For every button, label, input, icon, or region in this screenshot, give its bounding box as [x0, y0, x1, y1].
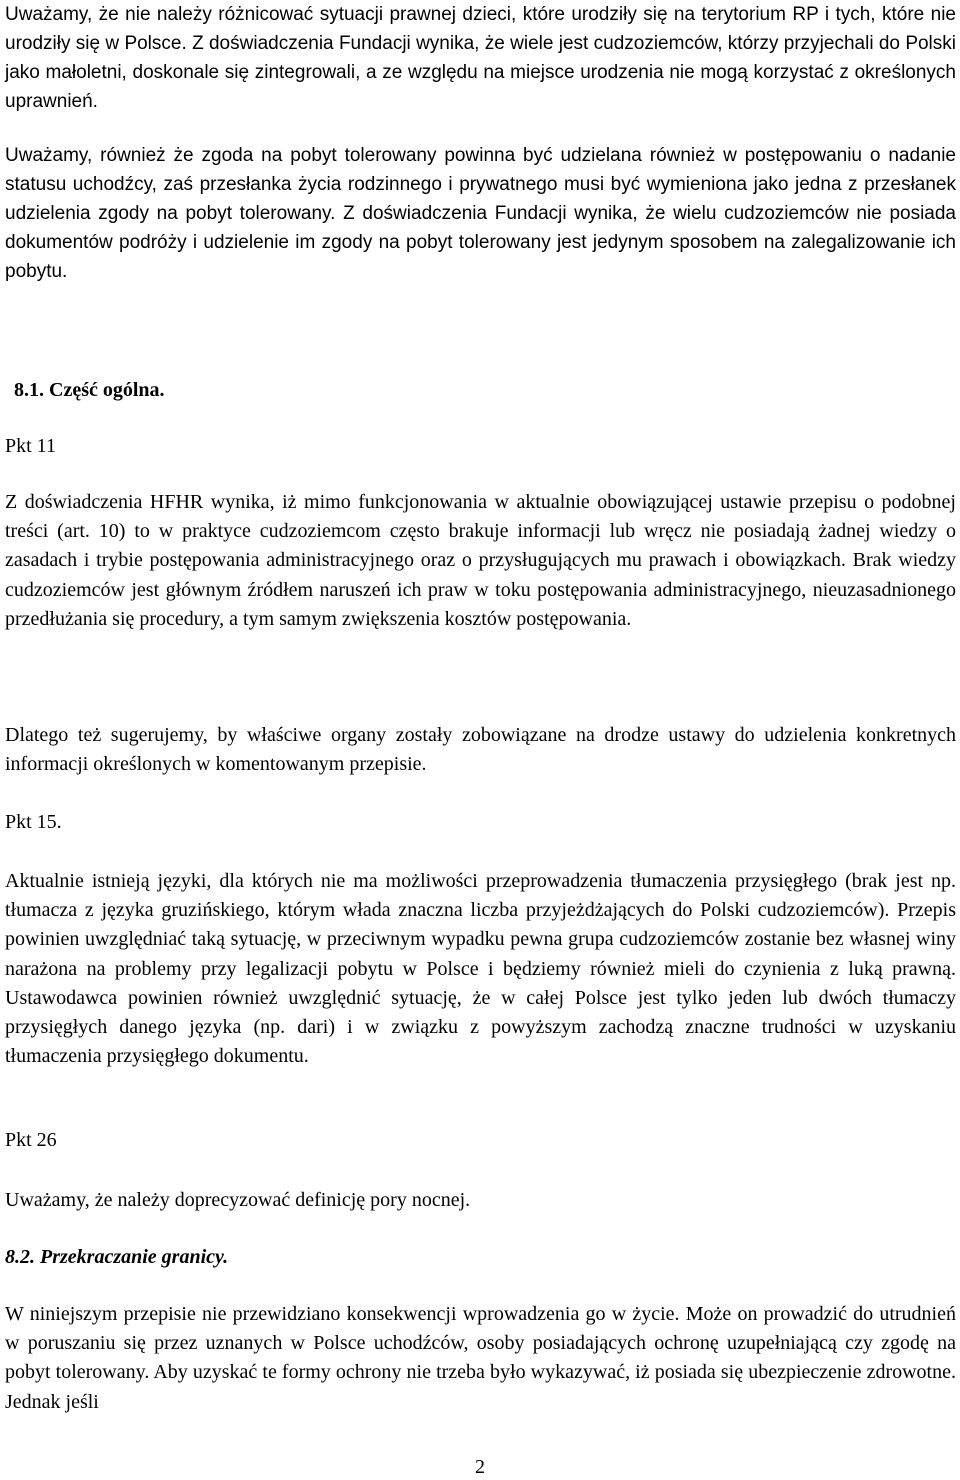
point-label-11: Pkt 11	[5, 435, 56, 457]
paragraph-tolerated-stay: Uważamy, również że zgoda na pobyt tolerowany powinna być udzielana również w postępowaniu o nadanie statusu uchodźcy, zaś przesłanka życia rodzinnego i prywatnego musi być wymieniona jako jedna z przesłanek udzielenia zgody na pobyt tolerowany. Z doświadczenia Fundacji wynika, że wielu cudzoziemców nie posiada dokumentów podróży i udzielenie im zgody na pobyt tolerowany jest jedynym sposobem na zalegalizowanie ich pobytu.	[5, 145, 956, 282]
paragraph-sworn-translation: Aktualnie istnieją języki, dla których nie ma możliwości przeprowadzenia tłumaczenia przysięgłego (brak jest np. tłumacza z języka gruzińskiego, którym włada znaczna liczba przyjeżdżających do Polski cudzoziemców). Przepis powinien uwzględniać taką sytuację, w przeciwnym wypadku pewna grupa cudzoziemców zostanie bez własnej winy narażona na problemy przy legalizacji pobytu w Polsce i będziemy również mieli do czynienia z luką prawną. Ustawodawca powinien również uwzględnić sytuację, że w całej Polsce jest tylko jeden lub dwóch tłumaczy przysięgłych danego języka (np. dari) i w związku z powyższym zachodzą znaczne trudności w uzyskaniu tłumaczenia przysięgłego dokumentu.	[5, 870, 956, 1068]
paragraph-night-time: Uważamy, że należy doprecyzować definicję pory nocnej.	[5, 1189, 471, 1211]
paragraph-children-rights: Uważamy, że nie należy różnicować sytuacji prawnej dzieci, które urodziły się na terytorium RP i tych, które nie urodziły się w Polsce. Z doświadczenia Fundacji wynika, że wiele jest cudzoziemców, którzy przyjechali do Polski jako małoletni, doskonale się zintegrowali, a ze względu na miejsce urodzenia nie mogą korzystać z określonych uprawnień.	[5, 4, 956, 112]
section-heading-8-1: 8.1. Część ogólna.	[14, 379, 165, 401]
point-label-15: Pkt 15.	[5, 811, 62, 833]
section-heading-8-2: 8.2. Przekraczanie granicy.	[5, 1246, 229, 1268]
point-label-26: Pkt 26	[5, 1129, 57, 1151]
paragraph-hfhr-information: Z doświadczenia HFHR wynika, iż mimo funkcjonowania w aktualnie obowiązującej ustawie przepisu o podobnej treści (art. 10) to w praktyce cudzoziemcom często brakuje informacji lub wręcz nie posiadają żadnej wiedzy o zasadach i trybie postępowania administracyjnego oraz o przysługujących mu prawach i obowiązkach. Brak wiedzy cudzoziemców jest głównym źródłem naruszeń ich praw w toku postępowania administracyjnego, nieuzasadnionego przedłużania się procedury, a tym samym zwiększenia kosztów postępowania.	[5, 491, 956, 630]
paragraph-suggestion: Dlatego też sugerujemy, by właściwe organy zostały zobowiązane na drodze ustawy do udzielenia konkretnych informacji określonych w komentowanym przepisie.	[5, 724, 956, 776]
page-number: 2	[475, 1456, 485, 1478]
paragraph-border-crossing: W niniejszym przepisie nie przewidziano konsekwencji wprowadzenia go w życie. Może on prowadzić do utrudnień w poruszaniu się przez uznanych w Polsce uchodźców, osoby posiadających ochronę uzupełniającą czy zgodę na pobyt tolerowany. Aby uzyskać te formy ochrony nie trzeba było wykazywać, iż posiada się ubezpieczenie zdrowotne. Jednak jeśli	[5, 1303, 956, 1413]
